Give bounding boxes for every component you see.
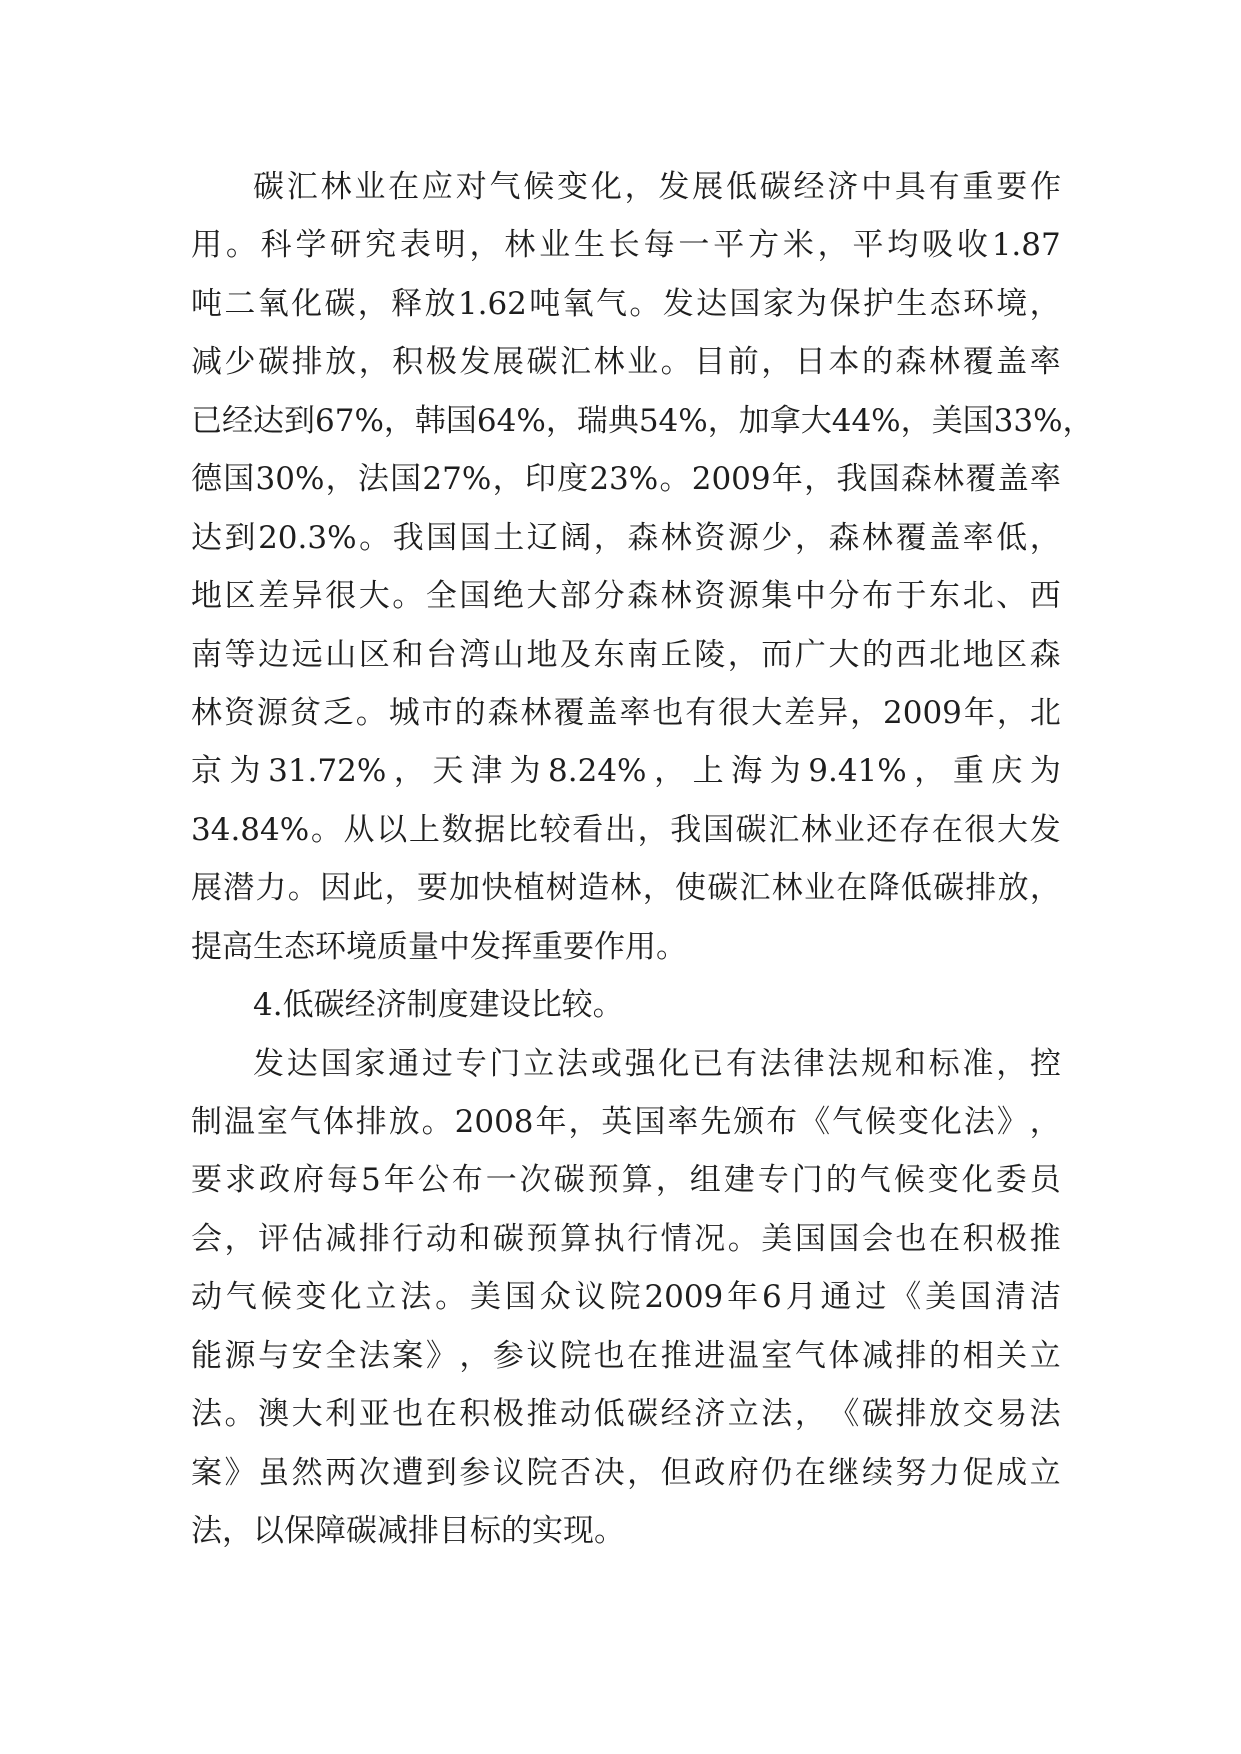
text-line: 京 为 31.72% ， 天 津 为 8.24% ， 上 海 为 9.41% ， 重 庆 为 xyxy=(191,753,1061,790)
document-body xyxy=(191,158,1094,1561)
text-line: 发 达 国 家 通 过 专 门 立 法 或 强 化 已 有 法 律 法 规 和 标 准 ， 控 xyxy=(253,1045,1061,1082)
text-line: 法 。 澳 大 利 亚 也 在 积 极 推 动 低 碳 经 济 立 法 ， 《 碳 排 放 交 易 法 xyxy=(191,1396,1061,1433)
text-line: 减 少 碳 排 放 ， 积 极 发 展 碳 汇 林 业 。 目 前 ， 日 本 的 森 林 覆 盖 率 xyxy=(191,344,1061,381)
text-line: 能 源 与 安 全 法 案 》 ， 参 议 院 也 在 推 进 温 室 气 体 减 排 的 相 关 立 xyxy=(191,1337,1061,1374)
text-line: 德 国 30% ， 法 国 27% ， 印 度 23% 。 2009 年 ， 我 国 森 林 覆 盖 率 xyxy=(191,461,1061,498)
text-line: 法，以保障碳减排目标的实现。 xyxy=(191,1513,625,1550)
text-line: 南 等 边 远 山 区 和 台 湾 山 地 及 东 南 丘 陵 ， 而 广 大 的 西 北 地 区 森 xyxy=(191,636,1061,673)
text-line: 已 经 达 到 67% ， 韩 国 64% ， 瑞 典 54% ， 加 拿 大 44% ， 美 国 33% ， xyxy=(191,402,1094,439)
text-line: 提高生态环境质量中发挥重要作用。 xyxy=(191,928,687,965)
text-line: 达 到 20.3% 。 我 国 国 土 辽 阔 ， 森 林 资 源 少 ， 森 林 覆 盖 率 低 ， xyxy=(191,519,1061,556)
text-line: 林 资 源 贫 乏 。 城 市 的 森 林 覆 盖 率 也 有 很 大 差 异 ， 2009 年 ， 北 xyxy=(191,694,1061,731)
text-line: 地 区 差 异 很 大 。 全 国 绝 大 部 分 森 林 资 源 集 中 分 布 于 东 北 、 西 xyxy=(191,578,1061,615)
text-line: 会 ， 评 估 减 排 行 动 和 碳 预 算 执 行 情 况 。 美 国 国 会 也 在 积 极 推 xyxy=(191,1220,1061,1257)
text-line: 4.低碳经济制度建设比较。 xyxy=(253,987,624,1024)
text-line: 34.84% 。 从 以 上 数 据 比 较 看 出 ， 我 国 碳 汇 林 业 还 存 在 很 大 发 xyxy=(191,811,1061,848)
text-line: 展 潜 力 。 因 此 ， 要 加 快 植 树 造 林 ， 使 碳 汇 林 业 在 降 低 碳 排 放 ， xyxy=(191,870,1061,907)
text-line: 制 温 室 气 体 排 放 。 2008 年 ， 英 国 率 先 颁 布 《 气 候 变 化 法 》 ， xyxy=(191,1104,1061,1140)
text-line: 动 气 候 变 化 立 法 。 美 国 众 议 院 2009 年 6 月 通 过 《 美 国 清 洁 xyxy=(191,1279,1061,1316)
text-line: 案 》 虽 然 两 次 遭 到 参 议 院 否 决 ， 但 政 府 仍 在 继 续 努 力 促 成 立 xyxy=(191,1454,1061,1491)
text-line: 碳 汇 林 业 在 应 对 气 候 变 化 ， 发 展 低 碳 经 济 中 具 有 重 要 作 xyxy=(253,169,1061,205)
text-line: 吨 二 氧 化 碳 ， 释 放 1.62 吨 氧 气 。 发 达 国 家 为 保 护 生 态 环 境 ， xyxy=(191,285,1061,322)
text-line: 用 。 科 学 研 究 表 明 ， 林 业 生 长 每 一 平 方 米 ， 平 均 吸 收 1.87 xyxy=(191,227,1061,264)
text-line: 要 求 政 府 每 5 年 公 布 一 次 碳 预 算 ， 组 建 专 门 的 气 候 变 化 委 员 xyxy=(191,1162,1061,1199)
